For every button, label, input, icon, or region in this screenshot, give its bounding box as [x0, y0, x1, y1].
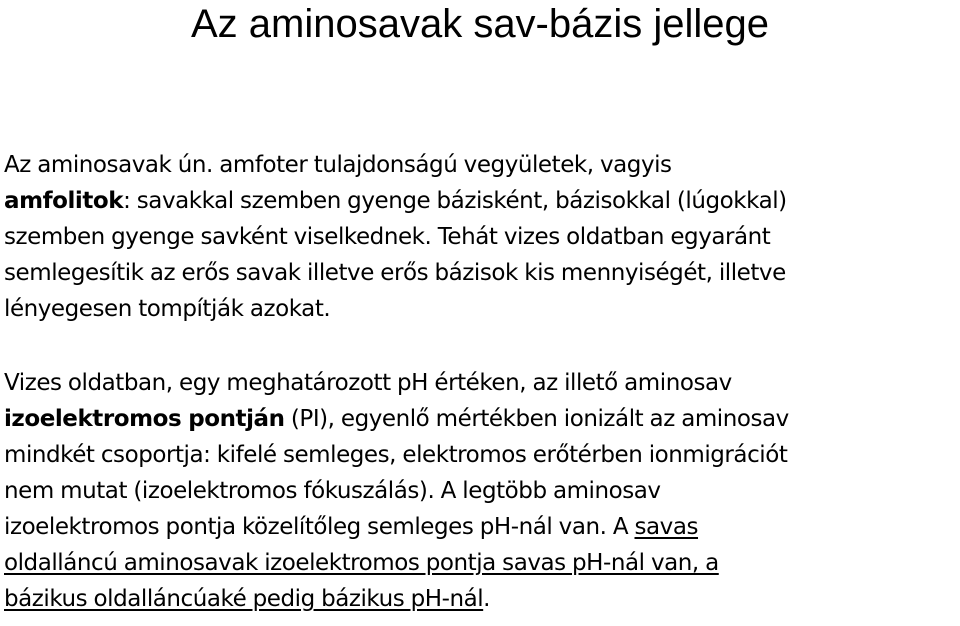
- paragraph1-line3: szemben gyenge savként viselkednek. Tehát vizes oldatban egyaránt: [4, 224, 771, 250]
- paragraph-amfoter: [4, 147, 956, 327]
- term-amfolitok: amfolitok: [4, 188, 124, 214]
- underlined-savas-oldallanc: oldalláncú aminosavak izoelektromos pontja savas pH-nál van, a: [4, 550, 719, 576]
- paragraph2-line3: mindkét csoportja: kifelé semleges, elektromos erőtérben ionmigrációt: [4, 442, 788, 468]
- underlined-bazikus-oldallanc: bázikus oldalláncúaké pedig bázikus pH-nál: [4, 586, 484, 612]
- paragraph2-line1: Vizes oldatban, egy meghatározott pH értéken, az illető aminosav: [4, 370, 732, 396]
- underlined-savas: savas: [634, 514, 699, 540]
- paragraph2-line6: [4, 545, 956, 581]
- paragraph-izoelektromos: [4, 365, 956, 617]
- paragraph2-line5-plain: izoelektromos pontja közelítőleg semleges pH-nál van. A: [4, 514, 635, 540]
- paragraph2-line7-end: .: [483, 586, 491, 612]
- paragraph1-line4: semlegesítik az erős savak illetve erős bázisok kis mennyiségét, illetve: [4, 260, 786, 286]
- slide-title: Az aminosavak sav-bázis jellege: [190, 2, 770, 46]
- paragraph1-line2: [4, 183, 956, 219]
- paragraph2-line4: nem mutat (izoelektromos fókuszálás). A legtöbb aminosav: [4, 478, 661, 504]
- term-izoelektromos-pont: izoelektromos pontján: [4, 406, 285, 432]
- paragraph2-line2: [4, 401, 956, 437]
- paragraph2-line7: [4, 581, 956, 617]
- paragraph1-line1: Az aminosavak ún. amfoter tulajdonságú vegyületek, vagyis: [4, 152, 672, 178]
- paragraph1-line5: lényegesen tompítják azokat.: [4, 296, 331, 322]
- paragraph2-line2-rest: (PI), egyenlő mértékben ionizált az aminosav: [284, 406, 789, 432]
- paragraph1-line2-rest: : savakkal szemben gyenge bázisként, bázisokkal (lúgokkal): [123, 188, 787, 214]
- paragraph2-line5: [4, 509, 956, 545]
